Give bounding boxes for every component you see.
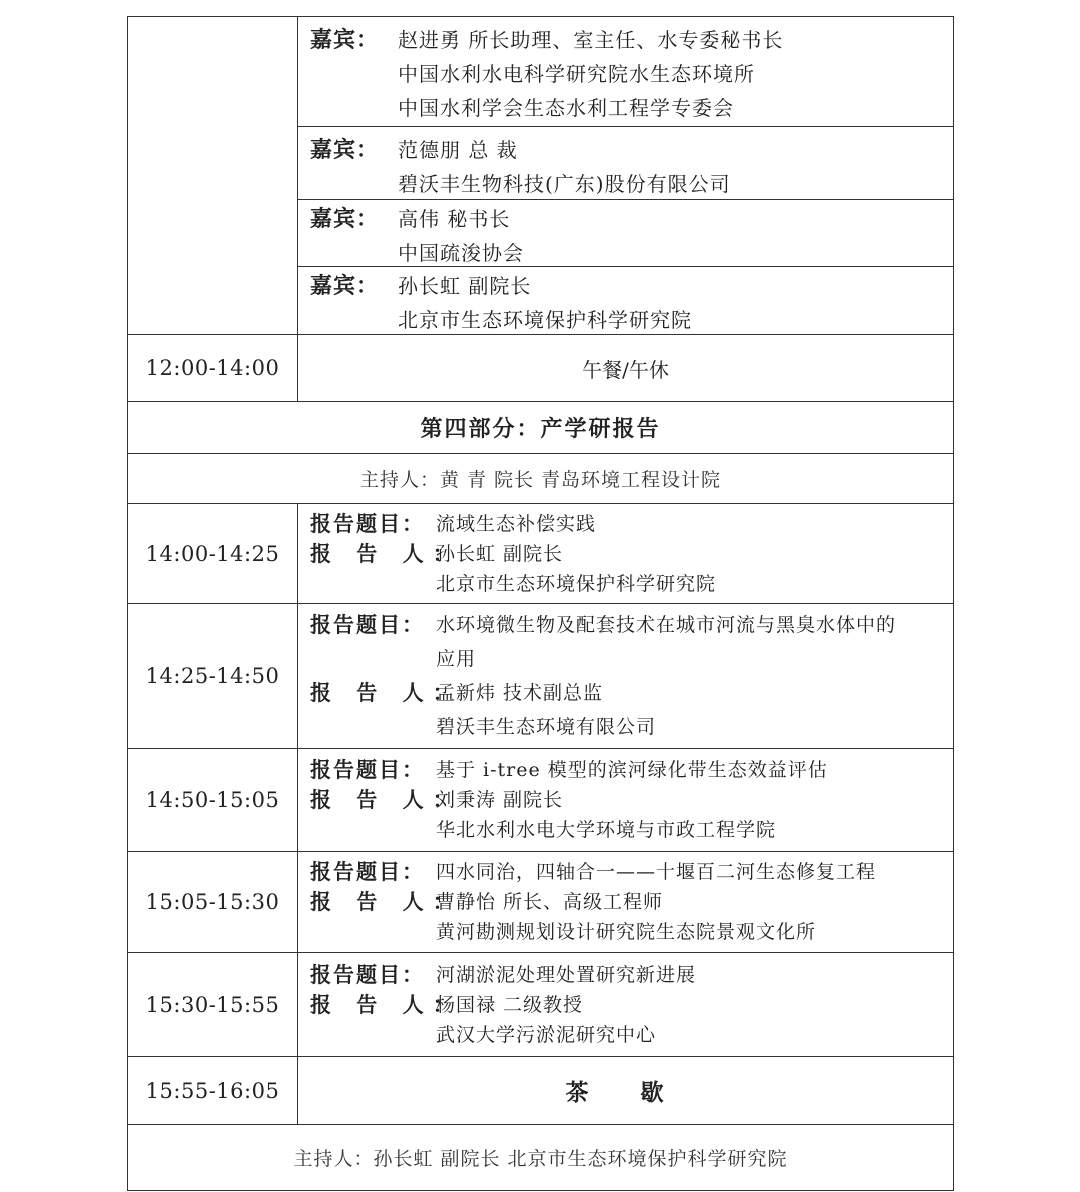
report-title-label: 报告题目： bbox=[310, 510, 425, 536]
break-text: 茶 歇 bbox=[298, 1057, 954, 1125]
time-cell: 15:55-16:05 bbox=[128, 1057, 298, 1125]
report-title: 应用 bbox=[436, 648, 477, 670]
empty-time-cell bbox=[128, 17, 298, 335]
host-row bbox=[128, 1125, 954, 1191]
guest-line: 中国疏浚协会 bbox=[398, 240, 524, 265]
speaker-org: 黄河勘测规划设计研究院生态院景观文化所 bbox=[436, 921, 817, 943]
speaker-org: 武汉大学污淤泥研究中心 bbox=[436, 1023, 657, 1046]
guest-label: 嘉宾： bbox=[310, 136, 380, 163]
guest-line: 孙长虹 副院长 bbox=[398, 273, 532, 298]
report-row bbox=[128, 852, 954, 953]
speaker-label: 报 告 人： bbox=[310, 680, 463, 705]
guest-line: 中国水利水电科学研究院水生态环境所 bbox=[398, 61, 755, 86]
guest-line: 高伟 秘书长 bbox=[398, 206, 511, 231]
report-title: 水环境微生物及配套技术在城市河流与黑臭水体中的 bbox=[436, 614, 897, 636]
speaker-name: 杨国禄 二级教授 bbox=[436, 993, 584, 1016]
guest-row bbox=[128, 17, 954, 335]
report-row bbox=[128, 749, 954, 852]
report-title-label: 报告题目： bbox=[310, 859, 425, 884]
report-title: 基于 i-tree 模型的滨河绿化带生态效益评估 bbox=[436, 759, 828, 781]
guest-line: 北京市生态环境保护科学研究院 bbox=[398, 307, 692, 332]
guest-line: 碧沃丰生物科技(广东)股份有限公司 bbox=[398, 171, 731, 196]
host-text: 主持人：孙长虹 副院长 北京市生态环境保护科学研究院 bbox=[128, 1125, 954, 1191]
speaker-label: 报 告 人： bbox=[310, 540, 463, 566]
guest-label: 嘉宾： bbox=[310, 205, 380, 232]
report-title: 河湖淤泥处理处置研究新进展 bbox=[436, 963, 697, 986]
report-row bbox=[128, 604, 954, 749]
speaker-label: 报 告 人： bbox=[310, 991, 463, 1017]
speaker-name: 孟新炜 技术副总监 bbox=[436, 682, 604, 704]
guest-entry bbox=[298, 200, 953, 267]
time-cell: 15:05-15:30 bbox=[128, 852, 298, 953]
report-row bbox=[128, 953, 954, 1057]
speaker-name: 孙长虹 副院长 bbox=[436, 542, 564, 565]
time-cell: 12:00-14:00 bbox=[128, 335, 298, 402]
guest-entry bbox=[298, 19, 953, 127]
report-title-label: 报告题目： bbox=[310, 612, 425, 637]
speaker-label: 报 告 人： bbox=[310, 787, 463, 812]
time-cell: 15:30-15:55 bbox=[128, 953, 298, 1057]
guest-entry bbox=[298, 267, 953, 333]
guest-line: 中国水利学会生态水利工程学专委会 bbox=[398, 95, 734, 120]
section-title: 第四部分：产学研报告 bbox=[128, 402, 954, 454]
report-title: 流域生态补偿实践 bbox=[436, 512, 597, 535]
section-row bbox=[128, 402, 954, 454]
guest-label: 嘉宾： bbox=[310, 272, 380, 299]
break-row bbox=[128, 1057, 954, 1125]
speaker-org: 碧沃丰生态环境有限公司 bbox=[436, 716, 657, 738]
lunch-row bbox=[128, 335, 954, 402]
guest-line: 范德朋 总 裁 bbox=[398, 137, 518, 162]
agenda-table bbox=[127, 16, 954, 1191]
speaker-org: 华北水利水电大学环境与市政工程学院 bbox=[436, 819, 777, 841]
report-row bbox=[128, 504, 954, 604]
guest-entry bbox=[298, 127, 953, 200]
guest-line: 赵进勇 所长助理、室主任、水专委秘书长 bbox=[398, 27, 784, 52]
host-text: 主持人：黄 青 院长 青岛环境工程设计院 bbox=[128, 454, 954, 504]
time-cell: 14:50-15:05 bbox=[128, 749, 298, 852]
guest-label: 嘉宾： bbox=[310, 26, 380, 53]
speaker-label: 报 告 人： bbox=[310, 889, 463, 914]
speaker-name: 曹静怡 所长、高级工程师 bbox=[436, 891, 664, 913]
report-title-label: 报告题目： bbox=[310, 757, 425, 782]
lunch-text: 午餐/午休 bbox=[298, 335, 954, 402]
time-cell: 14:25-14:50 bbox=[128, 604, 298, 749]
report-title: 四水同治，四轴合一——十堰百二河生态修复工程 bbox=[436, 861, 877, 883]
time-cell: 14:00-14:25 bbox=[128, 504, 298, 604]
speaker-org: 北京市生态环境保护科学研究院 bbox=[436, 572, 717, 595]
speaker-name: 刘秉涛 副院长 bbox=[436, 789, 564, 811]
host-row bbox=[128, 454, 954, 504]
report-title-label: 报告题目： bbox=[310, 961, 425, 987]
